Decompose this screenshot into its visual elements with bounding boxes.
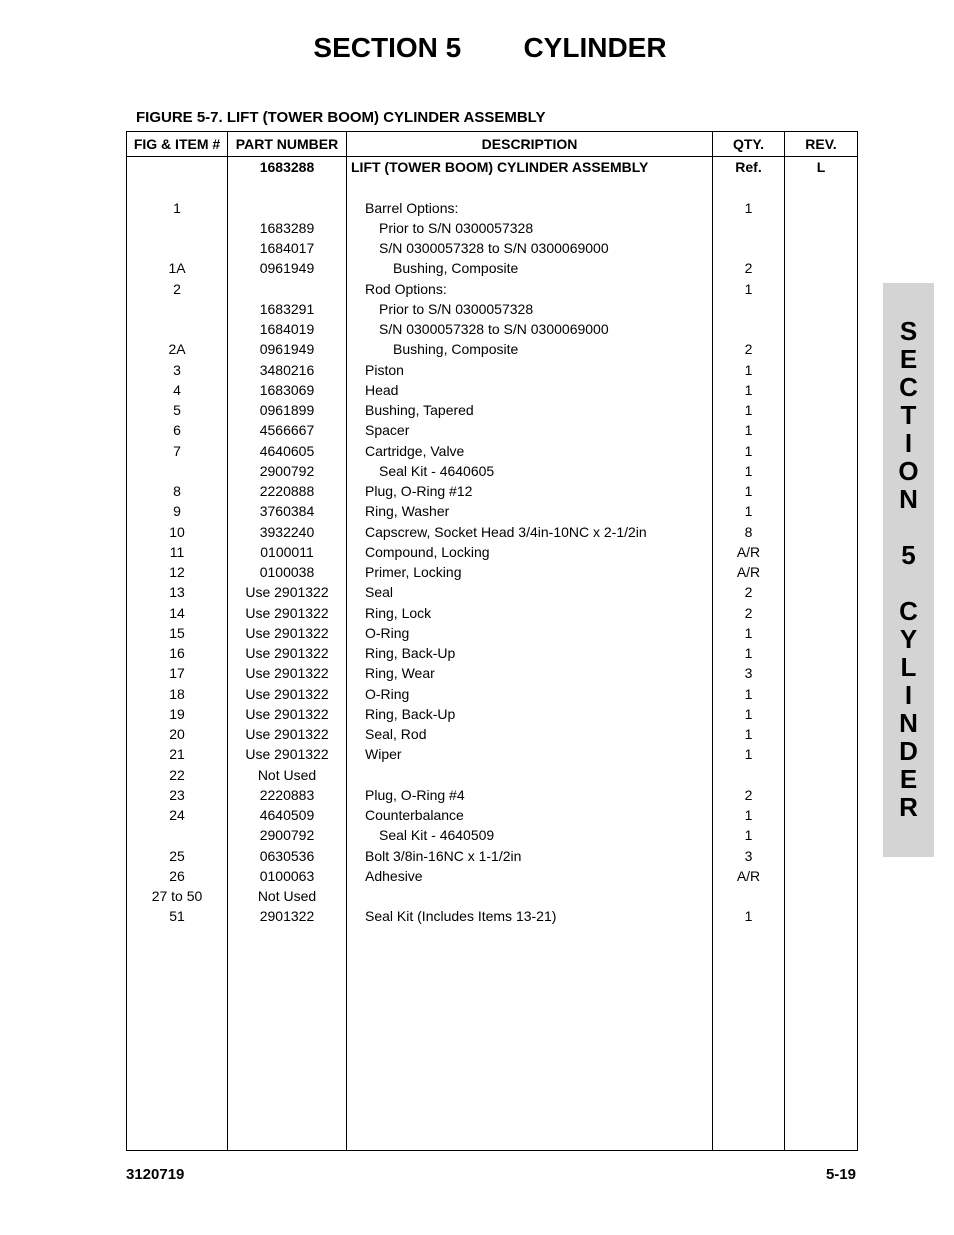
description-cell: O-Ring (365, 685, 410, 702)
header-description: DESCRIPTION (481, 136, 578, 152)
part-number-cell: Use 2901322 (245, 604, 329, 621)
table-row (127, 623, 857, 643)
part-number-cell: 1683288 (259, 159, 315, 175)
part-number-cell: 2901322 (259, 908, 315, 925)
side-tab-letter: N (899, 484, 918, 514)
quantity-cell: 2 (744, 341, 753, 358)
table-row (127, 420, 857, 440)
fig-item-cell: 4 (173, 381, 181, 398)
table-row (127, 886, 857, 906)
quantity-cell: 3 (744, 847, 753, 864)
revision-cell: L (816, 159, 826, 175)
part-number-cell: 2900792 (259, 462, 315, 479)
fig-item-cell: 3 (173, 361, 181, 378)
description-cell: Adhesive (365, 867, 423, 884)
quantity-cell: 1 (744, 381, 753, 398)
description-cell: O-Ring (365, 624, 410, 641)
table-row (127, 663, 857, 683)
description-cell: Bushing, Tapered (365, 402, 474, 418)
fig-item-cell: 8 (173, 483, 181, 499)
description-cell: Spacer (365, 422, 410, 439)
quantity-cell: 1 (744, 503, 753, 520)
table-row (127, 906, 857, 926)
description-cell: Seal (365, 584, 394, 601)
fig-item-cell: 22 (169, 766, 185, 783)
side-tab-letter: S (899, 316, 918, 346)
description-cell: Seal, Rod (365, 726, 427, 742)
header-fig-item: FIG & ITEM # (133, 136, 221, 152)
table-row (127, 400, 857, 420)
part-number-cell: Use 2901322 (245, 624, 329, 641)
part-number-cell: 2220888 (259, 483, 315, 499)
side-tab-letter: C (899, 596, 918, 626)
fig-item-cell: 51 (169, 908, 185, 925)
quantity-cell: 2 (744, 260, 753, 277)
description-cell: Seal Kit - 4640605 (379, 462, 495, 479)
page-number: 5-19 (825, 1166, 856, 1183)
description-cell: Prior to S/N 0300057328 (379, 219, 534, 236)
fig-item-cell: 12 (169, 564, 185, 580)
side-tab-letter: D (899, 736, 918, 766)
quantity-cell: A/R (736, 564, 761, 580)
part-number-cell: 0100038 (259, 564, 315, 580)
part-number-cell: 1684019 (259, 321, 315, 337)
fig-item-cell: 17 (169, 665, 185, 682)
quantity-cell: A/R (736, 867, 761, 884)
figure-title: FIGURE 5-7. LIFT (TOWER BOOM) CYLINDER ASSEMBLY (136, 109, 546, 126)
table-row (127, 684, 857, 704)
description-cell: Seal Kit - 4640509 (379, 827, 495, 844)
description-cell: Piston (365, 361, 404, 378)
fig-item-cell: 1A (168, 260, 186, 277)
table-row (127, 501, 857, 521)
description-cell: Ring, Back-Up (365, 705, 456, 722)
fig-item-cell: 20 (169, 726, 185, 742)
table-row (127, 603, 857, 623)
table-row (127, 218, 857, 238)
description-cell: Ring, Washer (365, 503, 450, 520)
part-number-cell: 1684017 (259, 240, 315, 256)
fig-item-cell: 19 (169, 705, 185, 722)
table-row (127, 744, 857, 764)
side-tab-letter: E (899, 764, 918, 794)
table-row (127, 441, 857, 461)
part-number-cell: 0630536 (259, 847, 315, 864)
quantity-cell: 1 (744, 624, 753, 641)
quantity-cell: 2 (744, 584, 753, 601)
quantity-cell: 1 (744, 827, 753, 844)
table-row (127, 360, 857, 380)
side-tab-letter: N (899, 708, 918, 738)
fig-item-cell: 1 (173, 199, 181, 216)
table-row (127, 582, 857, 602)
part-number-cell: Use 2901322 (245, 645, 329, 661)
table-row (127, 866, 857, 886)
description-cell: Rod Options: (365, 280, 447, 297)
table-row (127, 643, 857, 663)
part-number-cell: 0961949 (259, 341, 315, 358)
quantity-cell: 1 (744, 726, 753, 742)
part-number-cell: 4640605 (259, 442, 315, 459)
part-number-cell: 1683291 (259, 300, 315, 317)
part-number-cell: 1683069 (259, 381, 315, 398)
part-number-cell: Not Used (257, 888, 317, 904)
part-number-cell: 2900792 (259, 827, 315, 844)
table-row (127, 542, 857, 562)
part-number-cell: Not Used (257, 766, 317, 783)
quantity-cell: 8 (744, 523, 753, 540)
part-number-cell: 0961949 (259, 260, 315, 277)
fig-item-cell: 13 (169, 584, 185, 601)
table-row (127, 765, 857, 785)
table-row (127, 339, 857, 359)
fig-item-cell: 6 (173, 422, 181, 439)
quantity-cell: Ref. (735, 159, 762, 175)
quantity-cell: A/R (736, 543, 761, 560)
part-number-cell: 1683289 (259, 219, 315, 236)
description-cell: Seal Kit (Includes Items 13-21) (365, 908, 557, 925)
table-row (127, 238, 857, 258)
part-number-cell: 4640509 (259, 807, 315, 823)
quantity-cell: 1 (744, 807, 753, 823)
part-number-cell: Use 2901322 (245, 746, 329, 763)
document-number: 3120719 (126, 1166, 185, 1183)
quantity-cell: 1 (744, 483, 753, 499)
part-number-cell: Use 2901322 (245, 705, 329, 722)
fig-item-cell: 26 (169, 867, 185, 884)
part-number-cell: Use 2901322 (245, 685, 329, 702)
description-cell: Capscrew, Socket Head 3/4in-10NC x 2-1/2in (365, 523, 647, 540)
quantity-cell: 1 (744, 908, 753, 925)
description-cell: S/N 0300057328 to S/N 0300069000 (379, 321, 609, 337)
quantity-cell: 1 (744, 280, 753, 297)
table-row (127, 785, 857, 805)
quantity-cell: 1 (744, 746, 753, 763)
part-number-cell: Use 2901322 (245, 584, 329, 601)
quantity-cell: 1 (744, 422, 753, 439)
fig-item-cell: 5 (173, 402, 181, 418)
part-number-cell: 0961899 (259, 402, 315, 418)
side-tab-letter: R (899, 792, 918, 822)
quantity-cell: 1 (744, 361, 753, 378)
part-number-cell: 3480216 (259, 361, 315, 378)
fig-item-cell: 14 (169, 604, 185, 621)
fig-item-cell: 16 (169, 645, 185, 661)
quantity-cell: 2 (744, 786, 753, 803)
quantity-cell: 1 (744, 462, 753, 479)
fig-item-cell: 9 (173, 503, 181, 520)
description-cell: Cartridge, Valve (365, 442, 465, 459)
description-cell: Barrel Options: (365, 199, 459, 216)
table-row (127, 825, 857, 845)
fig-item-cell: 2A (168, 341, 186, 358)
quantity-cell: 1 (744, 685, 753, 702)
fig-item-cell: 15 (169, 624, 185, 641)
description-cell: Bushing, Composite (393, 260, 519, 277)
description-cell: Bolt 3/8in-16NC x 1-1/2in (365, 847, 522, 864)
side-tab-letter: I (904, 680, 913, 710)
description-cell: Counterbalance (365, 807, 464, 823)
fig-item-cell: 25 (169, 847, 185, 864)
fig-item-cell: 27 to 50 (151, 888, 203, 904)
part-number-cell: Use 2901322 (245, 726, 329, 742)
side-tab-letter: E (899, 344, 918, 374)
part-number-cell: 0100063 (259, 867, 315, 884)
side-tab-letter: L (900, 652, 917, 682)
fig-item-cell: 18 (169, 685, 185, 702)
part-number-cell: 3760384 (259, 503, 315, 520)
table-row (127, 380, 857, 400)
table-row (127, 461, 857, 481)
description-cell: Compound, Locking (365, 543, 490, 560)
description-cell: Plug, O-Ring #4 (365, 786, 465, 803)
part-number-cell: 2220883 (259, 786, 315, 803)
fig-item-cell: 10 (169, 523, 185, 540)
section-side-tab (883, 283, 934, 857)
table-row (127, 805, 857, 825)
side-tab-letter: T (900, 400, 917, 430)
side-tab-letter: 5 (901, 540, 916, 570)
fig-item-cell: 7 (173, 442, 181, 459)
table-row (127, 846, 857, 866)
table-row (127, 279, 857, 299)
header-part-number: PART NUMBER (235, 136, 339, 152)
fig-item-cell: 21 (169, 746, 185, 763)
table-row (127, 704, 857, 724)
section-title: SECTION 5 CYLINDER (313, 32, 667, 63)
quantity-cell: 1 (744, 645, 753, 661)
description-cell: S/N 0300057328 to S/N 0300069000 (379, 240, 609, 256)
description-cell: Primer, Locking (365, 564, 462, 580)
table-row (127, 319, 857, 339)
quantity-cell: 3 (744, 665, 753, 682)
table-row (127, 522, 857, 542)
description-cell: Head (365, 381, 399, 398)
description-cell: Prior to S/N 0300057328 (379, 300, 534, 317)
part-number-cell: 0100011 (260, 543, 314, 560)
table-row (127, 481, 857, 501)
description-cell: LIFT (TOWER BOOM) CYLINDER ASSEMBLY (351, 159, 649, 175)
table-row (127, 157, 857, 177)
header-quantity: QTY. (732, 136, 765, 152)
fig-item-cell: 24 (169, 807, 185, 823)
quantity-cell: 1 (744, 199, 753, 216)
table-row (127, 198, 857, 218)
description-cell: Wiper (365, 746, 402, 763)
part-number-cell: 3932240 (259, 523, 315, 540)
quantity-cell: 1 (744, 402, 753, 418)
part-number-cell: Use 2901322 (245, 665, 329, 682)
table-row (127, 724, 857, 744)
side-tab-letter: C (899, 372, 918, 402)
fig-item-cell: 23 (169, 786, 185, 803)
table-row (127, 299, 857, 319)
side-tab-letter: O (898, 456, 919, 486)
description-cell: Ring, Lock (365, 604, 432, 621)
fig-item-cell: 11 (169, 543, 185, 560)
header-revision: REV. (805, 136, 837, 152)
description-cell: Plug, O-Ring #12 (365, 483, 473, 499)
quantity-cell: 2 (744, 604, 753, 621)
quantity-cell: 1 (744, 442, 753, 459)
part-number-cell: 4566667 (259, 422, 315, 439)
parts-table (126, 131, 858, 1151)
description-cell: Bushing, Composite (393, 341, 519, 358)
side-tab-letter: Y (899, 624, 918, 654)
table-row (127, 258, 857, 278)
fig-item-cell: 2 (173, 280, 181, 297)
description-cell: Ring, Wear (365, 665, 435, 682)
description-cell: Ring, Back-Up (365, 645, 456, 661)
table-row (127, 562, 857, 582)
side-tab-letter: I (904, 428, 913, 458)
quantity-cell: 1 (744, 705, 753, 722)
